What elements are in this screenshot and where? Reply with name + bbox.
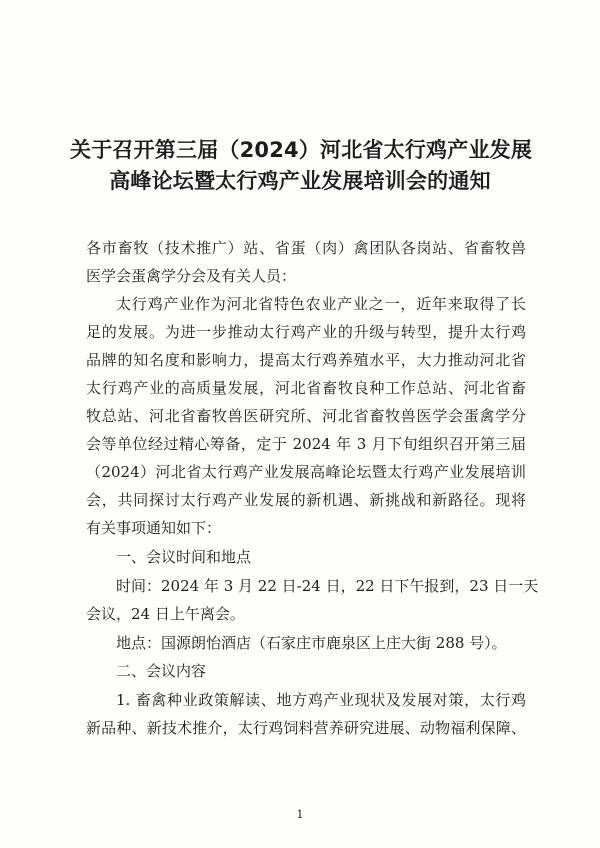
intro-line: 有关事项通知如下： — [86, 519, 222, 537]
content-line-1: 1. 畜禽种业政策解读、地方鸡产业现状及发展对策，太行鸡 — [116, 691, 526, 709]
intro-line: 会，共同探讨太行鸡产业发展的新机遇、新挑战和新路径。现将 — [86, 491, 526, 509]
document-title-line-2: 高峰论坛暨太行鸡产业发展培训会的通知 — [109, 169, 491, 193]
intro-line: 会等单位经过精心筹备，定于 2024 年 3 月下旬组织召开第三届 — [86, 435, 526, 453]
intro-line: （2024）河北省太行鸡产业发展高峰论坛暨太行鸡产业发展培训 — [86, 463, 526, 481]
intro-line: 太行鸡产业作为河北省特色农业产业之一，近年来取得了长 — [116, 295, 526, 313]
intro-line: 足的发展。为进一步推动太行鸡产业的升级与转型，提升太行鸡 — [86, 323, 526, 341]
intro-line: 品牌的知名度和影响力，提高太行鸡养殖水平，大力推动河北省 — [86, 351, 526, 369]
salutation-line-2: 医学会蛋禽学分会及有关人员： — [86, 267, 297, 285]
intro-line: 太行鸡产业的高质量发展，河北省畜牧良种工作总站、河北省畜 — [86, 379, 526, 397]
intro-line: 牧总站、河北省畜牧兽医研究所、河北省畜牧兽医学会蛋禽学分 — [86, 407, 526, 425]
section-2-heading: 二、会议内容 — [116, 662, 207, 680]
salutation-line-1: 各市畜牧（技术推广）站、省蛋（肉）禽团队各岗站、省畜牧兽 — [86, 239, 526, 257]
meeting-time-line-1: 时间：2024 年 3 月 22 日-24 日，22 日下午报到，23 日一天 — [116, 577, 539, 595]
document-title-line-1: 关于召开第三届（2024）河北省太行鸡产业发展 — [70, 138, 533, 162]
page-number: 1 — [296, 808, 304, 821]
meeting-time-line-2: 会议，24 日上午离会。 — [86, 605, 245, 623]
section-1-heading: 一、会议时间和地点 — [116, 548, 252, 566]
content-line-2: 新品种、新技术推介，太行鸡饲料营养研究进展、动物福利保障、 — [86, 719, 526, 737]
meeting-location-line: 地点：国源朗怡酒店（石家庄市鹿泉区上庄大街 288 号）。 — [116, 634, 507, 652]
